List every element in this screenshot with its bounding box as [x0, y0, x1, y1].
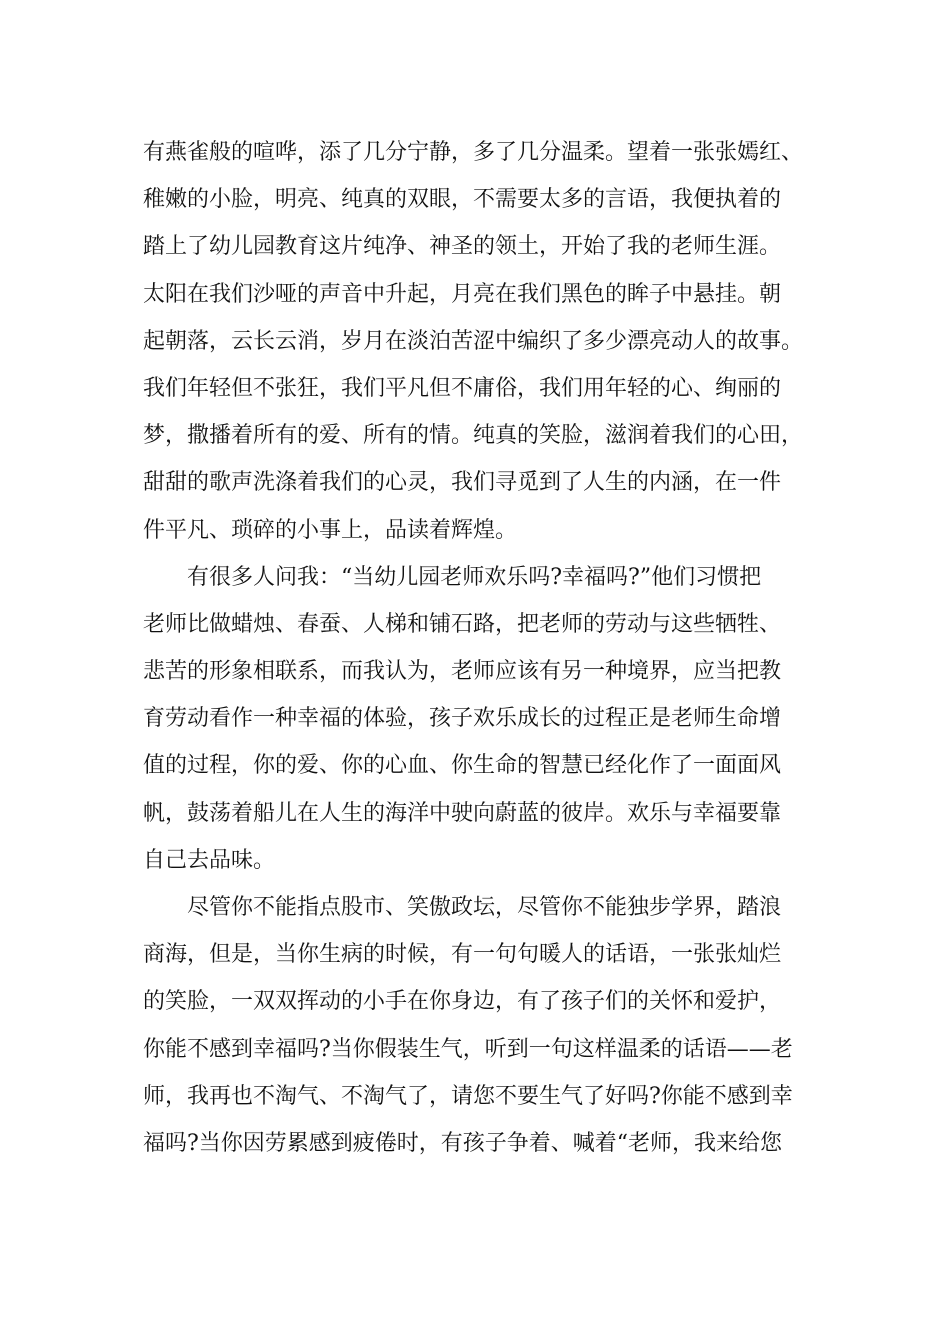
text-line: 的笑脸，一双双挥动的小手在你身边，有了孩子们的关怀和爱护，	[143, 989, 782, 1015]
text-line: 我们年轻但不张狂，我们平凡但不庸俗，我们用年轻的心、绚丽的	[143, 375, 782, 401]
text-line: 悲苦的形象相联系，而我认为，老师应该有另一种境界，应当把教	[143, 659, 782, 685]
paragraph-start-line: 尽管你不能指点股市、笑傲政坛，尽管你不能独步学界，踏浪	[143, 895, 782, 920]
text-line: 踏上了幼儿园教育这片纯净、神圣的领土，开始了我的老师生涯。	[143, 234, 782, 260]
text-line: 甜甜的歌声洗涤着我们的心灵，我们寻觅到了人生的内涵，在一件	[143, 470, 782, 496]
text-line: 帆，鼓荡着船儿在人生的海洋中驶向蔚蓝的彼岸。欢乐与幸福要靠	[143, 800, 782, 826]
text-line: 商海，但是，当你生病的时候，有一句句暖人的话语，一张张灿烂	[143, 942, 782, 968]
document-body-text	[143, 129, 823, 1167]
text-line: 值的过程，你的爱、你的心血、你生命的智慧已经化作了一面面风	[143, 753, 782, 779]
text-line: 自己去品味。	[143, 847, 276, 873]
text-line: 起朝落，云长云消，岁月在淡泊苦涩中编织了多少漂亮动人的故事。	[143, 328, 804, 354]
text-line: 太阳在我们沙哑的声音中升起，月亮在我们黑色的眸子中悬挂。朝	[143, 281, 782, 307]
text-line: 育劳动看作一种幸福的体验，孩子欢乐成长的过程正是老师生命增	[143, 706, 782, 732]
text-line: 梦，撒播着所有的爱、所有的情。纯真的笑脸，滋润着我们的心田，	[143, 423, 804, 449]
paragraph-start-line: 有很多人问我：“当幼儿园老师欢乐吗?幸福吗?”他们习惯把	[143, 564, 762, 590]
text-line: 件平凡、琐碎的小事上，品读着辉煌。	[143, 517, 518, 543]
text-line: 稚嫩的小脸，明亮、纯真的双眼，不需要太多的言语，我便执着的	[143, 187, 782, 213]
text-line: 你能不感到幸福吗?当你假装生气，听到一句这样温柔的话语——老	[143, 1036, 793, 1062]
text-line: 老师比做蜡烛、春蚕、人梯和铺石路，把老师的劳动与这些牺牲、	[143, 611, 782, 637]
text-line: 福吗?当你因劳累感到疲倦时，有孩子争着、喊着“老师，我来给您	[143, 1130, 783, 1156]
text-line: 有燕雀般的喧哗，添了几分宁静，多了几分温柔。望着一张张嫣红、	[143, 140, 804, 165]
text-line: 师，我再也不淘气、不淘气了，请您不要生气了好吗?你能不感到幸	[143, 1083, 793, 1109]
